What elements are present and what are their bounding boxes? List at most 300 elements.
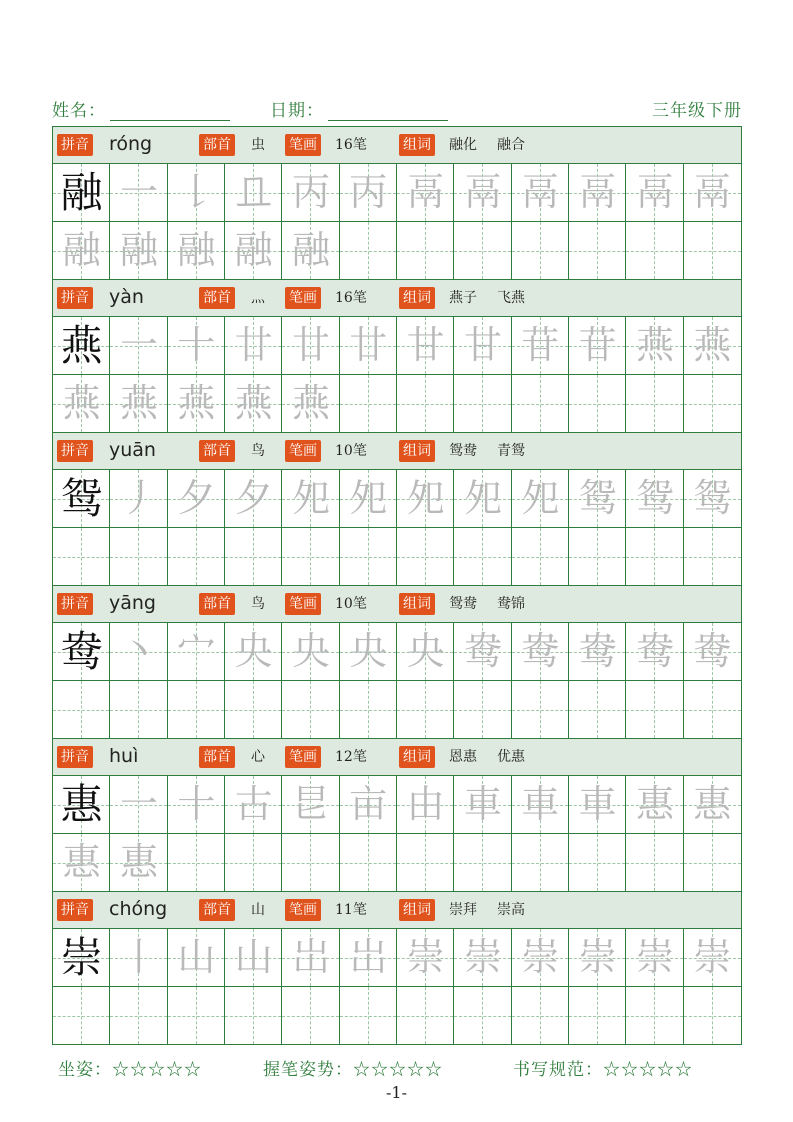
writing-cell[interactable] xyxy=(340,681,397,738)
trace-character: 丙 xyxy=(349,170,388,214)
trace-character: 融 xyxy=(234,228,273,272)
words-value xyxy=(449,134,545,156)
writing-cell[interactable] xyxy=(626,528,683,585)
writing-cell[interactable] xyxy=(110,987,167,1044)
writing-cell[interactable] xyxy=(168,528,225,585)
writing-cell[interactable] xyxy=(569,164,626,221)
writing-cell[interactable] xyxy=(626,164,683,221)
trace-character: 崇 xyxy=(635,935,674,979)
char-section xyxy=(53,280,741,433)
trace-character: 燕 xyxy=(119,381,158,425)
writing-cell[interactable] xyxy=(168,222,225,279)
evaluation-footer xyxy=(58,1055,738,1079)
word-item: 崇拜 xyxy=(449,902,477,918)
practice-sheet xyxy=(52,126,742,1045)
trace-character: 𠀃 xyxy=(234,170,273,214)
writing-cell[interactable] xyxy=(626,776,683,833)
char-section xyxy=(53,892,741,1045)
pinyin-value: yuān xyxy=(109,439,156,461)
writing-cell[interactable] xyxy=(225,222,282,279)
writing-cell[interactable] xyxy=(512,776,569,833)
words-value xyxy=(449,899,545,921)
writing-cell[interactable] xyxy=(569,375,626,432)
writing-cell[interactable] xyxy=(684,681,741,738)
writing-cell[interactable] xyxy=(512,681,569,738)
trace-character: 崇 xyxy=(406,935,445,979)
writing-cell[interactable] xyxy=(282,222,339,279)
writing-cell[interactable] xyxy=(397,681,454,738)
writing-cell[interactable] xyxy=(397,470,454,527)
word-item: 燕子 xyxy=(449,290,477,306)
model-character: 惠 xyxy=(60,780,103,829)
writing-rating: 书写规范：☆☆☆☆☆ xyxy=(513,1060,693,1080)
writing-cell[interactable] xyxy=(569,470,626,527)
trace-character: 燕 xyxy=(635,323,674,367)
writing-cell[interactable] xyxy=(168,776,225,833)
writing-cell[interactable] xyxy=(569,776,626,833)
trace-character: 融 xyxy=(291,228,330,272)
trace-character: 鸯 xyxy=(693,629,732,673)
writing-cell[interactable] xyxy=(282,375,339,432)
worksheet-header xyxy=(52,96,742,122)
trace-character: 廿 xyxy=(349,323,388,367)
writing-cell[interactable] xyxy=(53,987,110,1044)
writing-cell[interactable] xyxy=(340,929,397,986)
grid-row xyxy=(53,164,741,222)
writing-cell[interactable] xyxy=(168,623,225,680)
writing-cell[interactable] xyxy=(168,929,225,986)
name-field[interactable] xyxy=(52,96,230,121)
trace-character: 鸳 xyxy=(693,476,732,520)
writing-cell[interactable] xyxy=(53,623,110,680)
writing-cell[interactable] xyxy=(454,681,511,738)
writing-cell[interactable] xyxy=(225,929,282,986)
writing-cell[interactable] xyxy=(225,987,282,1044)
writing-cell[interactable] xyxy=(454,317,511,374)
writing-cell[interactable] xyxy=(110,375,167,432)
writing-cell[interactable] xyxy=(626,681,683,738)
writing-cell[interactable] xyxy=(684,776,741,833)
trace-character: 山 xyxy=(177,935,216,979)
writing-cell[interactable] xyxy=(340,470,397,527)
writing-cell[interactable] xyxy=(684,375,741,432)
writing-cell[interactable] xyxy=(53,317,110,374)
strokes-tag: 笔画 xyxy=(285,899,321,921)
writing-cell[interactable] xyxy=(340,164,397,221)
writing-cell[interactable] xyxy=(282,987,339,1044)
char-section xyxy=(53,586,741,739)
trace-character: 鸯 xyxy=(635,629,674,673)
radical-tag: 部首 xyxy=(199,134,235,156)
writing-cell[interactable] xyxy=(53,834,110,891)
writing-cell[interactable] xyxy=(340,776,397,833)
writing-cell[interactable] xyxy=(397,623,454,680)
writing-cell[interactable] xyxy=(168,164,225,221)
date-label: 日期： xyxy=(270,101,324,121)
writing-cell[interactable] xyxy=(454,776,511,833)
strokes-tag: 笔画 xyxy=(285,134,321,156)
trace-character: 夕 xyxy=(234,476,273,520)
model-character: 燕 xyxy=(60,321,103,370)
writing-cell[interactable] xyxy=(626,317,683,374)
trace-character: 廿 xyxy=(291,323,330,367)
tianzige-grid xyxy=(53,470,741,586)
grid-row xyxy=(53,470,741,528)
writing-cell[interactable] xyxy=(168,317,225,374)
trace-character: 燕 xyxy=(177,381,216,425)
writing-cell[interactable] xyxy=(569,834,626,891)
trace-character: 鬲 xyxy=(635,170,674,214)
writing-cell[interactable] xyxy=(454,528,511,585)
word-item: 优惠 xyxy=(497,749,525,765)
trace-character: 鸯 xyxy=(521,629,560,673)
trace-character: 丙 xyxy=(291,170,330,214)
trace-character: 十 xyxy=(177,323,216,367)
writing-cell[interactable] xyxy=(569,681,626,738)
writing-cell[interactable] xyxy=(626,222,683,279)
writing-cell[interactable] xyxy=(225,164,282,221)
trace-character: 夗 xyxy=(521,476,560,520)
writing-cell[interactable] xyxy=(110,528,167,585)
writing-cell[interactable] xyxy=(397,834,454,891)
writing-cell[interactable] xyxy=(282,164,339,221)
writing-cell[interactable] xyxy=(626,834,683,891)
trace-character: 廿 xyxy=(234,323,273,367)
writing-cell[interactable] xyxy=(110,623,167,680)
writing-cell[interactable] xyxy=(53,470,110,527)
grid-row xyxy=(53,987,741,1045)
writing-cell[interactable] xyxy=(110,317,167,374)
radical-tag: 部首 xyxy=(199,593,235,615)
writing-cell[interactable] xyxy=(340,317,397,374)
writing-cell[interactable] xyxy=(397,929,454,986)
writing-cell[interactable] xyxy=(282,528,339,585)
trace-character: 崇 xyxy=(578,935,617,979)
word-item: 融合 xyxy=(497,137,525,153)
words-tag: 组词 xyxy=(399,899,435,921)
trace-character: 崇 xyxy=(693,935,732,979)
words-tag: 组词 xyxy=(399,746,435,768)
writing-cell[interactable] xyxy=(340,222,397,279)
trace-character: 甘 xyxy=(406,323,445,367)
radical-tag: 部首 xyxy=(199,287,235,309)
pinyin-value: huì xyxy=(109,745,139,767)
writing-cell[interactable] xyxy=(53,681,110,738)
writing-cell[interactable] xyxy=(397,164,454,221)
trace-character: 燕 xyxy=(291,381,330,425)
strokes-value: 10笔 xyxy=(335,596,367,612)
trace-character: 岀 xyxy=(349,935,388,979)
writing-cell[interactable] xyxy=(684,317,741,374)
trace-character: 融 xyxy=(62,228,101,272)
grid-row xyxy=(53,681,741,739)
word-item: 恩惠 xyxy=(449,749,477,765)
tianzige-grid xyxy=(53,929,741,1045)
writing-cell[interactable] xyxy=(225,528,282,585)
char-info-bar xyxy=(53,280,741,317)
grip-rating: 握笔姿势：☆☆☆☆☆ xyxy=(263,1060,443,1080)
strokes-value: 10笔 xyxy=(335,443,367,459)
radical-tag: 部首 xyxy=(199,440,235,462)
writing-cell[interactable] xyxy=(512,834,569,891)
char-info-bar xyxy=(53,586,741,623)
trace-character: 鸳 xyxy=(578,476,617,520)
writing-cell[interactable] xyxy=(110,470,167,527)
writing-cell[interactable] xyxy=(454,623,511,680)
trace-character: 丨 xyxy=(119,935,158,979)
trace-character: 夗 xyxy=(406,476,445,520)
grid-row xyxy=(53,317,741,375)
writing-cell[interactable] xyxy=(225,375,282,432)
writing-cell[interactable] xyxy=(454,470,511,527)
writing-cell[interactable] xyxy=(626,623,683,680)
writing-cell[interactable] xyxy=(512,623,569,680)
writing-cell[interactable] xyxy=(110,164,167,221)
writing-cell[interactable] xyxy=(454,164,511,221)
radical-value: 鸟 xyxy=(251,596,265,612)
writing-cell[interactable] xyxy=(454,929,511,986)
writing-cell[interactable] xyxy=(53,164,110,221)
writing-cell[interactable] xyxy=(225,317,282,374)
grid-row xyxy=(53,776,741,834)
writing-cell[interactable] xyxy=(684,470,741,527)
writing-cell[interactable] xyxy=(512,470,569,527)
writing-cell[interactable] xyxy=(110,681,167,738)
writing-cell[interactable] xyxy=(340,623,397,680)
writing-cell[interactable] xyxy=(512,528,569,585)
radical-tag: 部首 xyxy=(199,899,235,921)
char-section xyxy=(53,127,741,280)
writing-cell[interactable] xyxy=(397,528,454,585)
word-item: 融化 xyxy=(449,137,477,153)
writing-cell[interactable] xyxy=(53,375,110,432)
strokes-value: 11笔 xyxy=(335,902,367,918)
trace-character: 車 xyxy=(463,782,502,826)
trace-character: 鸯 xyxy=(578,629,617,673)
writing-cell[interactable] xyxy=(454,834,511,891)
writing-cell[interactable] xyxy=(512,987,569,1044)
grid-row xyxy=(53,375,741,433)
trace-character: 一 xyxy=(119,170,158,214)
strokes-tag: 笔画 xyxy=(285,440,321,462)
writing-cell[interactable] xyxy=(282,470,339,527)
writing-cell[interactable] xyxy=(340,528,397,585)
writing-cell[interactable] xyxy=(282,834,339,891)
writing-cell[interactable] xyxy=(110,776,167,833)
strokes-tag: 笔画 xyxy=(285,287,321,309)
writing-cell[interactable] xyxy=(626,929,683,986)
writing-cell[interactable] xyxy=(53,929,110,986)
writing-cell[interactable] xyxy=(397,222,454,279)
trace-character: 丶 xyxy=(119,629,158,673)
tianzige-grid xyxy=(53,776,741,892)
trace-character: 惠 xyxy=(119,840,158,884)
trace-character: 崇 xyxy=(463,935,502,979)
writing-cell[interactable] xyxy=(512,164,569,221)
trace-character: 由 xyxy=(406,782,445,826)
writing-cell[interactable] xyxy=(225,776,282,833)
writing-cell[interactable] xyxy=(512,929,569,986)
writing-cell[interactable] xyxy=(569,317,626,374)
date-field[interactable] xyxy=(270,96,448,121)
char-section xyxy=(53,739,741,892)
trace-character: 鬲 xyxy=(521,170,560,214)
writing-cell[interactable] xyxy=(684,528,741,585)
writing-cell[interactable] xyxy=(626,470,683,527)
name-blank[interactable] xyxy=(110,103,230,121)
writing-cell[interactable] xyxy=(53,528,110,585)
trace-character: 夕 xyxy=(177,476,216,520)
word-item: 鸯锦 xyxy=(497,596,525,612)
trace-character: 央 xyxy=(234,629,273,673)
pinyin-tag: 拼音 xyxy=(57,899,93,921)
grid-row xyxy=(53,623,741,681)
model-character: 鸳 xyxy=(60,474,103,523)
char-info-bar xyxy=(53,127,741,164)
writing-cell[interactable] xyxy=(168,834,225,891)
strokes-tag: 笔画 xyxy=(285,746,321,768)
radical-value: 灬 xyxy=(251,290,265,306)
trace-character: 燕 xyxy=(234,381,273,425)
writing-cell[interactable] xyxy=(626,987,683,1044)
pinyin-value: róng xyxy=(109,133,153,155)
strokes-value: 16笔 xyxy=(335,137,367,153)
trace-character: 山 xyxy=(234,935,273,979)
writing-cell[interactable] xyxy=(168,470,225,527)
tianzige-grid xyxy=(53,164,741,280)
trace-character: 央 xyxy=(349,629,388,673)
words-value xyxy=(449,593,545,615)
writing-cell[interactable] xyxy=(225,681,282,738)
trace-character: 車 xyxy=(521,782,560,826)
tianzige-grid xyxy=(53,623,741,739)
writing-cell[interactable] xyxy=(684,987,741,1044)
writing-cell[interactable] xyxy=(110,929,167,986)
writing-cell[interactable] xyxy=(110,834,167,891)
tianzige-grid xyxy=(53,317,741,433)
trace-character: 㫐 xyxy=(291,782,330,826)
writing-cell[interactable] xyxy=(454,222,511,279)
writing-cell[interactable] xyxy=(569,987,626,1044)
trace-character: 鬲 xyxy=(463,170,502,214)
writing-cell[interactable] xyxy=(397,317,454,374)
writing-cell[interactable] xyxy=(110,222,167,279)
writing-cell[interactable] xyxy=(282,681,339,738)
grid-row xyxy=(53,528,741,586)
trace-character: 央 xyxy=(406,629,445,673)
writing-cell[interactable] xyxy=(225,470,282,527)
grid-row xyxy=(53,834,741,892)
writing-cell[interactable] xyxy=(340,834,397,891)
writing-cell[interactable] xyxy=(626,375,683,432)
trace-character: 𠄌 xyxy=(177,170,216,214)
sitting-rating: 坐姿：☆☆☆☆☆ xyxy=(58,1060,202,1080)
trace-character: 夗 xyxy=(463,476,502,520)
char-section xyxy=(53,433,741,586)
trace-character: 崇 xyxy=(521,935,560,979)
trace-character: 岀 xyxy=(291,935,330,979)
writing-cell[interactable] xyxy=(225,834,282,891)
grid-row xyxy=(53,929,741,987)
writing-cell[interactable] xyxy=(684,834,741,891)
grade-label: 三年级下册 xyxy=(652,101,742,121)
writing-cell[interactable] xyxy=(512,222,569,279)
trace-character: 融 xyxy=(119,228,158,272)
word-item: 飞燕 xyxy=(497,290,525,306)
writing-cell[interactable] xyxy=(397,375,454,432)
writing-cell[interactable] xyxy=(512,375,569,432)
model-character: 融 xyxy=(60,168,103,217)
words-value xyxy=(449,440,545,462)
date-blank[interactable] xyxy=(328,103,448,121)
writing-cell[interactable] xyxy=(340,987,397,1044)
words-tag: 组词 xyxy=(399,134,435,156)
trace-character: 鬲 xyxy=(693,170,732,214)
writing-cell[interactable] xyxy=(282,776,339,833)
writing-cell[interactable] xyxy=(282,623,339,680)
writing-cell[interactable] xyxy=(168,681,225,738)
radical-value: 心 xyxy=(251,749,265,765)
page-number: -1- xyxy=(386,1083,407,1102)
writing-cell[interactable] xyxy=(225,623,282,680)
trace-character: 車 xyxy=(578,782,617,826)
trace-character: 甘 xyxy=(463,323,502,367)
writing-cell[interactable] xyxy=(569,222,626,279)
trace-character: 燕 xyxy=(693,323,732,367)
writing-cell[interactable] xyxy=(684,164,741,221)
trace-character: 一 xyxy=(119,323,158,367)
words-tag: 组词 xyxy=(399,593,435,615)
writing-cell[interactable] xyxy=(53,222,110,279)
strokes-value: 16笔 xyxy=(335,290,367,306)
writing-cell[interactable] xyxy=(569,528,626,585)
writing-cell[interactable] xyxy=(282,929,339,986)
name-label: 姓名： xyxy=(52,101,106,121)
trace-character: 十 xyxy=(177,782,216,826)
writing-cell[interactable] xyxy=(282,317,339,374)
pinyin-tag: 拼音 xyxy=(57,287,93,309)
trace-character: 融 xyxy=(177,228,216,272)
writing-cell[interactable] xyxy=(684,929,741,986)
writing-cell[interactable] xyxy=(397,987,454,1044)
grid-row xyxy=(53,222,741,280)
writing-cell[interactable] xyxy=(454,987,511,1044)
writing-cell[interactable] xyxy=(53,776,110,833)
writing-cell[interactable] xyxy=(397,776,454,833)
trace-character: 鸳 xyxy=(635,476,674,520)
trace-character: 苷 xyxy=(521,323,560,367)
writing-cell[interactable] xyxy=(512,317,569,374)
trace-character: 古 xyxy=(234,782,273,826)
writing-cell[interactable] xyxy=(168,987,225,1044)
radical-value: 虫 xyxy=(251,137,265,153)
writing-cell[interactable] xyxy=(684,623,741,680)
writing-cell[interactable] xyxy=(454,375,511,432)
writing-cell[interactable] xyxy=(569,623,626,680)
writing-cell[interactable] xyxy=(168,375,225,432)
pinyin-value: yāng xyxy=(109,592,156,614)
word-item: 鸳鸯 xyxy=(449,596,477,612)
word-item: 鸳鸯 xyxy=(449,443,477,459)
writing-cell[interactable] xyxy=(684,222,741,279)
trace-character: 丿 xyxy=(119,476,158,520)
trace-character: 鸯 xyxy=(463,629,502,673)
char-info-bar xyxy=(53,739,741,776)
writing-cell[interactable] xyxy=(569,929,626,986)
trace-character: 宀 xyxy=(177,629,216,673)
model-character: 崇 xyxy=(60,933,103,982)
writing-cell[interactable] xyxy=(340,375,397,432)
